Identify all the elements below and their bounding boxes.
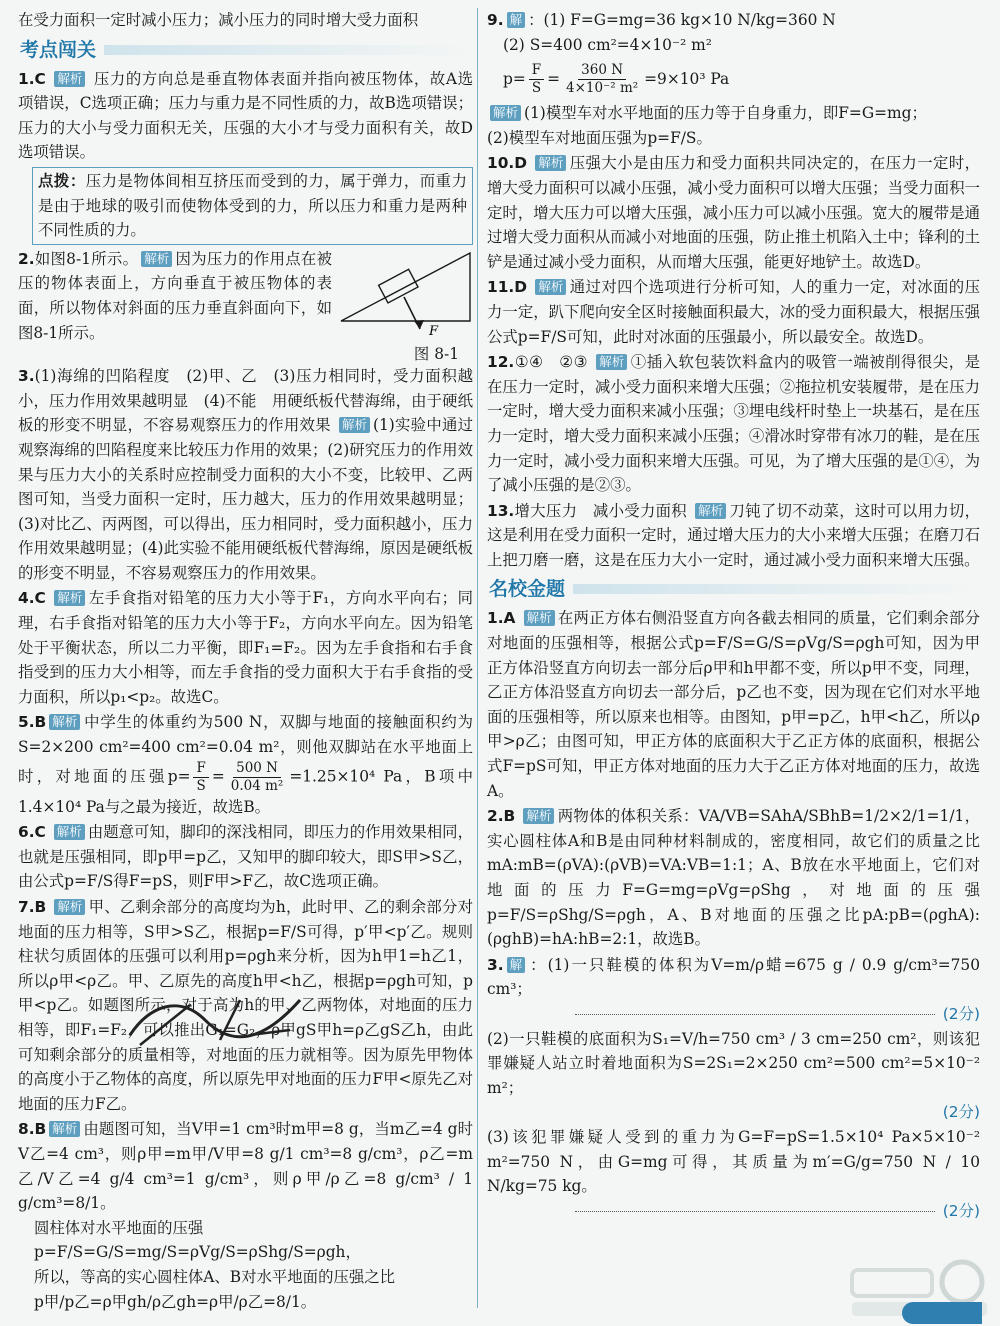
section-heading-mingxiao: 名校金题 [489,574,980,604]
question-12: 12.①④ ②③ 解析 ①插入软包装饮料盒内的吸管一端被削得很尖，是在压力一定时，减小受力面积来增大压强；②拖拉机安装履带，是在压力一定时，增大受力面积来减小压强；③埋电线杆时垫上一块基石，是在压力一定时，增大受力面积来减小压强；④滑冰时穿带有冰刀的鞋，是在压力一定时，减小受力面积来增大压强。可见，为了增大压强的是①④，为了减小压强的是②③。 [487,353,980,495]
famous-school-question-3: 3. 解 ：(1)一只鞋模的体积为V=m/ρ蜡=675 g / 0.9 g/cm³=750 cm³； (2分) (2)一只鞋模的底面积为S₁=V/h=750 cm³ / 3 cm=250 cm²，则该犯罪嫌疑人站立时着地面积为S=2S₁=2×250 cm²=500 cm²=5×10⁻² m²； (2分) (3)该犯罪嫌疑人受到的重力为G=F=pS=1.5×10⁴ Pa×5×10⁻² m²=750 N，由G=mg可得，其质量为m′=G/g=750 N / 10 N/kg=75 kg。 (2分) [487,953,980,1224]
question-3: 3.(1)海绵的凹陷程度 (2)甲、乙 (3)压力相同时，受力面积越小，压力作用效果越明显 (4)不能 用硬纸板代替海绵，由于硬纸板的形变不明显，不容易观察压力的作用效果 解析 (1)实验中通过观察海绵的凹陷程度来比较压力作用的效果；(2)研究压力的作用效果与压力大小的关系时应控制受力面积的大小不变，比较甲、乙两图可知，当受力面积一定时，压力越大，压力的作用效果越明显；(3)对比乙、丙两图，可以得出，压力相同时，受力面积越小，压力作用效果越明显；(4)此实验不能用硬纸板代替海绵，原因是硬纸板的形变不明显，不容易观察压力的作用效果。 [18,367,473,582]
column-divider [477,8,478,1308]
question-4: 4.C 解析 左手食指对铅笔的压力大小等于F₁，方向水平向右；同理，右手食指对铅笔的压力大小等于F₂，方向水平向左。因为铅笔处于平衡状态，所以二力平衡，即F₁=F₂。因为左手食指和右手食指受到的压力大小相等，而左手食指的受力面积大于右手食指的受力面积，所以p₁<p₂。故选C。 [18,589,473,706]
famous-school-question-1: 1.A 解析 在两正方体右侧沿竖直方向各截去相同的质量，它们剩余部分对地面的压强相等，根据公式p=F/S=G/S=ρVg/S=ρgh可知，因为甲正方体沿竖直方向切去一部分后ρ甲和h甲都不变，所以p甲不变，同理，乙正方体沿竖直方向切去一部分后，p乙也不变，因为现在它们对水平地面的压强相等，所以原来也相等。由图知，p甲=p乙，h甲<h乙，所以ρ甲>ρ乙；由图可知，甲正方体的底面积大于乙正方体的底面积，根据公式F=pS可知，甲正方体对地面的压力大于乙正方体对地面的压力，故选A。 [487,609,980,800]
tip-box: 点拨：压力是物体间相互挤压而受到的力，属于弹力，而重力是由于地球的吸引而使物体受到的力，所以压力和重力是两种不同性质的力。 [32,167,473,245]
question-13: 13.增大压力 减小受力面积 解析 刀钝了切不动菜，这时可以用力切，这是利用在受力面积一定时，通过增大压力的大小来增大压强；在磨刀石上把刀磨一磨，这是在压力大小一定时，通过减小受力面积来增大压强。 [487,501,980,569]
question-2: F 2.如图8-1所示。 解析 因为压力的作用点在被压的物体表面上，方向垂直于被压物体的表面，所以物体对斜面的压力垂直斜面向下，如图8-1所示。 图 8-1 [18,247,473,363]
handwritten-mark-stamp [120,985,310,1055]
left-column [18,8,473,1315]
score-mark: (2分) [487,1199,980,1224]
question-10: 10.D 解析 压强大小是由压力和受力面积共同决定的，在压力一定时，增大受力面积可以减小压强，减小受力面积可以增大压强；当受力面积一定时，增大压力可以增大压强，减小压力可以减小压强。宽大的履带是通过增大受力面积从而减小对地面的压强，防止推土机陷入土中；锋利的土铲是通过减小受力面积，从而增大压强，能更好地铲土。故选D。 [487,154,980,271]
incline-figure [338,249,473,337]
intro-line: 在受力面积一定时减小压力；减小压力的同时增大受力面积 [18,11,419,29]
analysis-tag: 解析 [54,71,85,87]
question-7: 7.B 解析 甲、乙剩余部分的高度均为h，此时甲、乙的剩余部分对地面的压力相等，S甲>S乙，根据p=F/S可得，p′甲<p′乙。规则柱状匀质固体的压强可以利用p=ρgh来分析，因为h甲1=h乙1，所以ρ甲<ρ乙。甲、乙原先的高度h甲<h乙，根据p=ρgh可知，p甲<p乙。如题图所示，对于高为h的甲、乙两物体，对地面的压力相等，即F₁=F₂，可以推出G₁=G₂，ρ甲gS甲h=ρ乙gS乙h，由此可知剩余部分的质量相等，对地面的压力就相等。因为原先甲物体的高度小于乙物体的高度，所以原先甲对地面的压力F甲<原先乙对地面的压力F乙。 [18,898,473,1113]
section-heading-kaodian: 考点闯关 [20,35,473,65]
figure-caption: 图 8-1 [413,345,459,364]
question-1: 1.C 解析 压力的方向总是垂直物体表面并指向被压物体，故A选项错误，C选项正确；压力与重力是不同性质的力，故B选项错误；压力的大小与受力面积无关，压强的大小才与受力面积有关，故D选项错误。 [18,69,473,162]
score-mark: (2分) [487,1002,980,1027]
right-column [487,8,980,1224]
famous-school-question-2: 2.B 解析 两物体的体积关系：VA/VB=SAhA/SBhB=1/2×2/1=1/1，实心圆柱体A和B是由同种材料制成的，密度相同，故它们的质量之比mA:mB=(ρVA):(ρVB)=VA:VB=1:1；A、B放在水平地面上，它们对地面的压力F=G=mg=ρVg=ρShg，对地面的压强p=F/S=ρShg/S=ρgh，A、B对地面的压强之比pA:pB=(ρghA):(ρghB)=hA:hB=2:1，故选B。 [487,807,980,949]
question-9: 9. 解 ：(1) F=G=mg=36 kg×10 N/kg=360 N (2) S=400 cm²=4×10⁻² m² p= $\frac{F}{S}$ = $\frac{360 N}{\text{4×10⁻² m²}}$ =9×10³ Pa 解析 (1)模型车对水平地面的压力等于自身重力，即F=G=mg； (2)模型车对地面压强为p=F/S。 [487,8,980,150]
question-6: 6.C 解析 由题意可知，脚印的深浅相同，即压力的作用效果相同，也就是压强相同，即p甲=p乙，又知甲的脚印较大，即S甲>S乙，由公式p=F/S得F=pS，则F甲>F乙，故C选项正确。 [18,823,473,891]
force-label: F [429,323,439,337]
fraction: $\frac{F}{S}$ [193,760,208,795]
question-11: 11.D 解析 通过对四个选项进行分析可知，人的重力一定，对冰面的压力一定，趴下爬向安全区时接触面积最大，冰的受力面积最大，根据压强公式p=F/S可知，此时对冰面的压强最小，所以最安全。故选D。 [487,278,980,346]
score-mark: (2分) [942,1103,980,1122]
pressure-formula: p= $\frac{F}{S}$ = $\frac{360 N}{\text{4×10⁻² m²}}$ =9×10³ Pa [503,61,730,96]
fraction: $\frac{500 N}{\text{0.04 m²}}$ [230,759,284,794]
question-8: 8.B 解析 由题图可知，当V甲=1 cm³时m甲=8 g，当m乙=4 g时V乙=4 cm³，则ρ甲=m甲/V甲=8 g/1 cm³=8 g/cm³，ρ乙=m乙/V乙=4 g/4 cm³=1 g/cm³，则ρ甲/ρ乙=8 g/cm³ / 1 g/cm³=8/1。 圆柱体对水平地面的压强 p=F/S=G/S=mg/S=ρVg/S=ρShg/S=ρgh， 所以，等高的实心圆柱体A、B对水平地面的压强之比 p甲/p乙=ρ甲gh/ρ乙gh=ρ甲/ρ乙=8/1。 [18,1120,473,1311]
question-5: 5.B 解析 中学生的体重约为500 N，双脚与地面的接触面积约为S=2×200 cm²=400 cm²=0.04 m²，则他双脚站在水平地面上时，对地面的压强p= $\frac{F}{S}$ = $\frac{500 N}{\text{0.04 m²}}$ =1.25×10⁴ Pa，B项中1.4×10⁴ Pa与之最为接近，故选B。 [18,713,473,816]
page-number-tab [902,1302,982,1324]
